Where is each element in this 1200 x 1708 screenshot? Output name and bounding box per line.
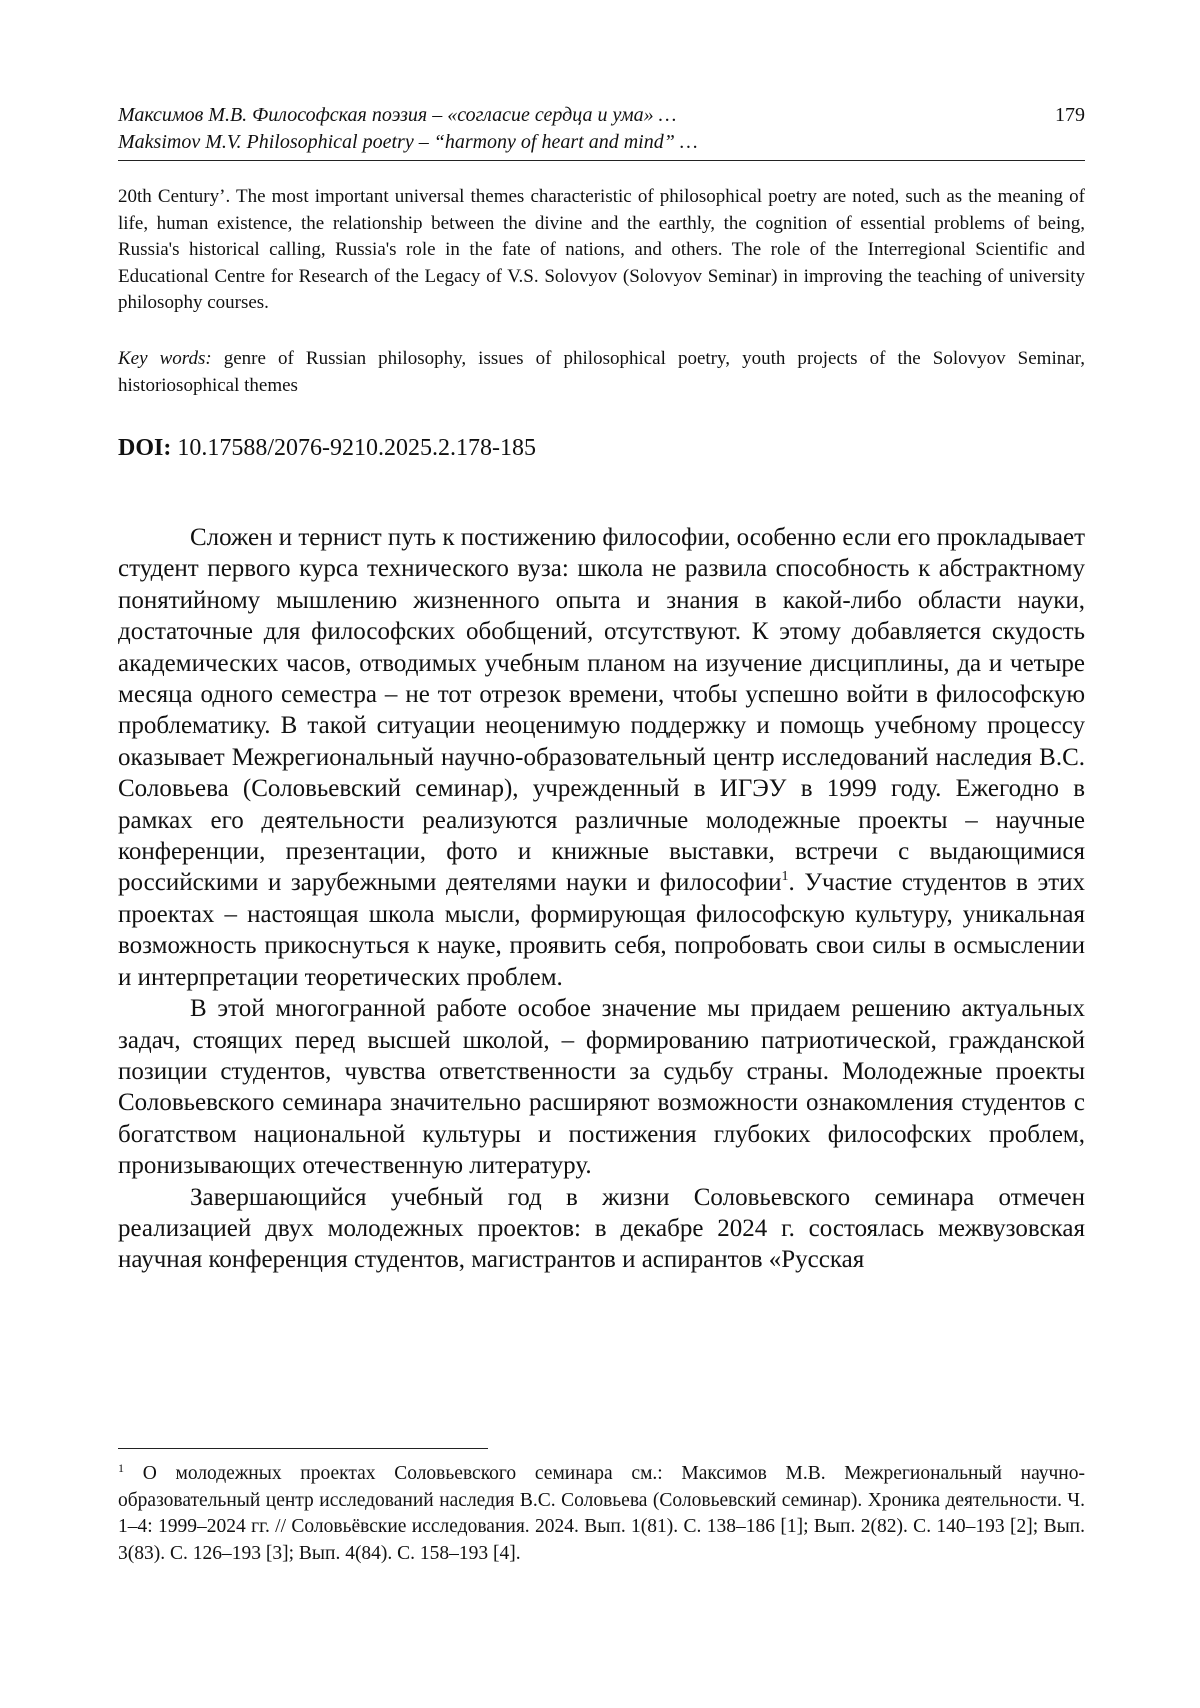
- keywords: [118, 346, 1085, 399]
- footnote-text: О молодежных проектах Соловьевского семинара см.: Максимов М.В. Межрегиональный научно-образовательный центр исследований наследия В.С. Соловьева (Соловьевский семинар). Хроника деятельности. Ч. 1–4: 1999–2024 гг. // Соловьёвские исследования. 2024. Вып. 1(81). С. 138–186 [1]; Вып. 2(82). С. 140–193 [2]; Вып. 3(83). С. 126–193 [3]; Вып. 4(84). С. 158–193 [4].: [118, 1463, 1085, 1564]
- keywords-text: genre of Russian philosophy, issues of philosophical poetry, youth projects of the Solovyov Seminar, historiosophical themes: [118, 348, 1085, 396]
- footnote: [118, 1461, 1085, 1567]
- paragraph-1-text-start: Сложен и тернист путь к постижению философии, особенно если его прокладывает студент первого курса технического вуза: школа не развила способность к абстрактному понятийному мышлению жизненного опыта и знания в какой-либо области науки, достаточные для философских обобщений, отсутствуют. К этому добавляется скудость академических часов, отводимых учебным планом на изучение дисциплины, да и четыре месяца одного семестра – не тот отрезок времени, чтобы успешно войти в философскую проблематику. В такой ситуации неоценимую поддержку и помощь учебному процессу оказывает Межрегиональный научно-образовательный центр исследований наследия В.С. Соловьева (Соловьевский семинар), учрежденный в ИГЭУ в 1999 году. Ежегодно в рамках его деятельности реализуются различные молодежные проекты – научные конференции, презентации, фото и книжные выставки, встречи с выдающимися российскими и зарубежными деятелями науки и философии: [118, 524, 1085, 897]
- journal-page: [118, 0, 1085, 1708]
- footnote-reference[interactable]: 1: [781, 869, 789, 885]
- body-paragraph-2: В этой многогранной работе особое значение мы придаем решению актуальных задач, стоящих перед высшей школой, – формированию патриотической, гражданской позиции студентов, чувства ответственности за судьбу страны. Молодежные проекты Соловьевского семинара значительно расширяют возможности ознакомления студентов с богатством национальной культуры и постижения глубоких философских проблем, пронизывающих отечественную литературу.: [118, 995, 1085, 1180]
- footnote-marker: 1: [118, 1461, 124, 1475]
- page-number: 179: [1055, 104, 1085, 126]
- article-body: [118, 522, 1085, 1276]
- body-paragraph-3: Завершающийся учебный год в жизни Соловьевского семинара отмечен реализацией двух молодежных проектов: в декабре 2024 г. состоялась межвузовская научная конференция студентов, магистрантов и аспирантов «Русская: [118, 1183, 1085, 1274]
- doi-value: 10.17588/2076-9210.2025.2.178-185: [177, 435, 536, 461]
- running-header-english: Maksimov M.V. Philosophical poetry – “harmony of heart and mind” …: [118, 131, 698, 153]
- paragraph-1-text-end: . Участие студентов в этих проектах – настоящая школа мысли, формирующая философскую культуру, уникальная возможность прикоснуться к науке, проявить себя, попробовать свои силы в осмыслении и интерпретации теоретических проблем.: [118, 869, 1085, 991]
- running-header: [118, 102, 1085, 161]
- body-paragraph-1: [118, 522, 1085, 993]
- keywords-label: Key words:: [118, 348, 212, 369]
- doi: [118, 433, 536, 463]
- running-header-russian: Максимов М.В. Философская поэзия – «согласие сердца и ума» …: [118, 104, 677, 126]
- footnote-divider: [118, 1448, 488, 1449]
- abstract-text: 20th Century’. The most important universal themes characteristic of philosophical poetry are noted, such as the meaning of life, human existence, the relationship between the divine and the earthly, the cognition of essential problems of being, Russia's historical calling, Russia's role in the fate of nations, and others. The role of the Interregional Scientific and Educational Centre for Research of the Legacy of V.S. Solovyov (Solovyov Seminar) in improving the teaching of university philosophy courses.: [118, 186, 1085, 313]
- doi-label: DOI:: [118, 435, 172, 461]
